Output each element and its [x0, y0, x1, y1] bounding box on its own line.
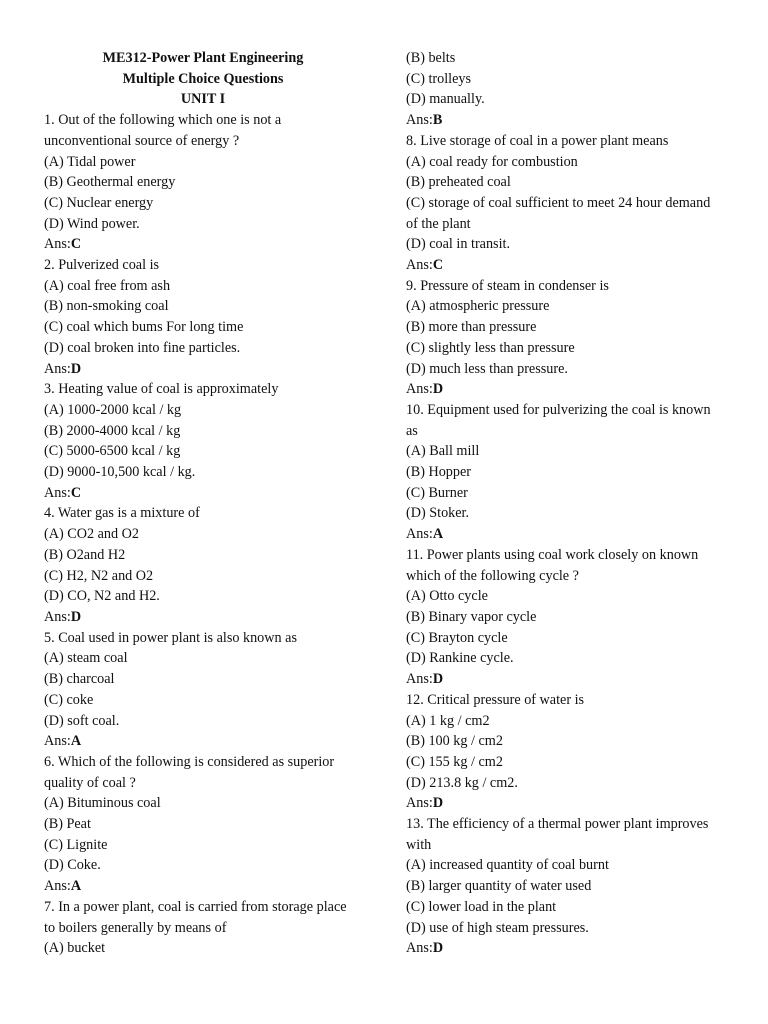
answer-line [44, 359, 362, 380]
right-question-list [406, 48, 728, 959]
answer-value: C [432, 257, 444, 274]
option-text: (D) much less than pressure. [406, 360, 568, 377]
answer-label: Ans: [44, 360, 71, 377]
answer-label: Ans: [406, 381, 433, 398]
unit-heading: UNIT I [180, 91, 226, 108]
option-text: (A) CO2 and O2 [44, 526, 139, 543]
question-text: 8. Live storage of coal in a power plant means [406, 132, 669, 149]
answer-label: Ans: [44, 733, 71, 750]
answer-line [44, 234, 362, 255]
question-text: quality of coal ? [44, 774, 136, 791]
question-text: 7. In a power plant, coal is carried from storage place [44, 898, 347, 915]
question-text: 3. Heating value of coal is approximately [44, 381, 279, 398]
question-text: as [406, 422, 418, 439]
option-text: (B) preheated coal [406, 174, 511, 191]
option-text: (C) Lignite [44, 836, 108, 853]
answer-line [406, 669, 728, 690]
option-text: (B) non-smoking coal [44, 298, 169, 315]
answer-value: A [432, 526, 444, 543]
option-text: (A) Bituminous coal [44, 795, 161, 812]
answer-line [406, 524, 728, 545]
answer-label: Ans: [44, 236, 71, 253]
document-subtitle: Multiple Choice Questions [122, 70, 284, 87]
answer-value: D [432, 381, 444, 398]
answer-label: Ans: [406, 112, 433, 129]
question-text: 13. The efficiency of a thermal power plant improves [406, 816, 709, 833]
answer-line [44, 607, 362, 628]
answer-label: Ans: [44, 608, 71, 625]
option-text: (B) Binary vapor cycle [406, 608, 537, 625]
option-text: (A) 1000-2000 kcal / kg [44, 401, 182, 418]
option-text: (B) 100 kg / cm2 [406, 733, 503, 750]
answer-value: D [70, 360, 82, 377]
option-text: (C) storage of coal sufficient to meet 24 hour demand [406, 194, 711, 211]
question-text: 1. Out of the following which one is not a [44, 112, 282, 129]
option-text: (C) 155 kg / cm2 [406, 753, 503, 770]
left-column [44, 48, 362, 959]
option-text: (B) Hopper [406, 464, 472, 481]
answer-value: B [432, 112, 443, 129]
option-text: (A) Tidal power [44, 153, 136, 170]
option-text: (D) use of high steam pressures. [406, 919, 589, 936]
option-text: (C) Burner [406, 484, 468, 501]
question-text: with [406, 836, 432, 853]
answer-label: Ans: [44, 484, 71, 501]
option-text: (A) bucket [44, 940, 106, 957]
option-text: (A) increased quantity of coal burnt [406, 857, 609, 874]
answer-line [406, 379, 728, 400]
question-text: 9. Pressure of steam in condenser is [406, 277, 609, 294]
left-question-list [44, 110, 362, 959]
answer-label: Ans: [406, 257, 433, 274]
answer-line [406, 255, 728, 276]
option-text: (D) Rankine cycle. [406, 650, 514, 667]
option-text: (C) slightly less than pressure [406, 339, 575, 356]
option-text: (D) Wind power. [44, 215, 140, 232]
option-text: (A) coal ready for combustion [406, 153, 578, 170]
option-text: of the plant [406, 215, 471, 232]
option-text: (C) 5000-6500 kcal / kg [44, 443, 181, 460]
option-text: (A) steam coal [44, 650, 128, 667]
option-text: (B) belts [406, 50, 456, 66]
answer-label: Ans: [44, 878, 71, 895]
option-text: (D) Stoker. [406, 505, 470, 522]
answer-label: Ans: [406, 526, 433, 543]
option-text: (A) Otto cycle [406, 588, 488, 605]
course-title: ME312-Power Plant Engineering [102, 50, 304, 66]
answer-value: D [432, 671, 444, 688]
answer-value: D [70, 608, 82, 625]
question-text: which of the following cycle ? [406, 567, 579, 584]
option-text: (A) coal free from ash [44, 277, 171, 294]
question-text: unconventional source of energy ? [44, 132, 240, 149]
option-text: (C) Nuclear energy [44, 194, 154, 211]
option-text: (C) H2, N2 and O2 [44, 567, 154, 584]
question-text: 5. Coal used in power plant is also known as [44, 629, 297, 646]
answer-label: Ans: [406, 671, 433, 688]
answer-line [406, 793, 728, 814]
answer-value: C [70, 484, 82, 501]
option-text: (B) 2000-4000 kcal / kg [44, 422, 181, 439]
option-text: (D) 213.8 kg / cm2. [406, 774, 518, 791]
option-text: (B) Geothermal energy [44, 174, 176, 191]
question-text: 11. Power plants using coal work closely on known [406, 546, 699, 563]
option-text: (B) O2and H2 [44, 546, 126, 563]
answer-line [44, 876, 362, 897]
option-text: (C) Brayton cycle [406, 629, 508, 646]
option-text: (C) coal which bums For long time [44, 319, 244, 336]
answer-line [44, 731, 362, 752]
option-text: (D) soft coal. [44, 712, 120, 729]
answer-value: C [70, 236, 82, 253]
answer-line [406, 938, 728, 959]
answer-value: D [432, 940, 444, 957]
answer-value: D [432, 795, 444, 812]
option-text: (D) coal broken into fine particles. [44, 339, 241, 356]
question-text: 6. Which of the following is considered as superior [44, 753, 335, 770]
answer-line [406, 110, 728, 131]
question-text: 2. Pulverized coal is [44, 257, 160, 274]
answer-line [44, 483, 362, 504]
option-text: (B) charcoal [44, 671, 115, 688]
option-text: (A) atmospheric pressure [406, 298, 550, 315]
option-text: (B) larger quantity of water used [406, 878, 592, 895]
answer-value: A [70, 878, 82, 895]
option-text: (D) manually. [406, 91, 485, 108]
option-text: (D) Coke. [44, 857, 101, 874]
answer-label: Ans: [406, 940, 433, 957]
option-text: (C) coke [44, 691, 94, 708]
option-text: (C) trolleys [406, 70, 472, 87]
option-text: (C) lower load in the plant [406, 898, 557, 915]
right-column [406, 48, 728, 959]
option-text: (B) Peat [44, 816, 91, 833]
question-text: 12. Critical pressure of water is [406, 691, 585, 708]
option-text: (D) 9000-10,500 kcal / kg. [44, 464, 196, 481]
option-text: (D) CO, N2 and H2. [44, 588, 160, 605]
option-text: (A) Ball mill [406, 443, 480, 460]
answer-label: Ans: [406, 795, 433, 812]
option-text: (B) more than pressure [406, 319, 537, 336]
question-text: 10. Equipment used for pulverizing the coal is known [406, 401, 711, 418]
question-text: to boilers generally by means of [44, 919, 227, 936]
option-text: (D) coal in transit. [406, 236, 511, 253]
answer-value: A [70, 733, 82, 750]
option-text: (A) 1 kg / cm2 [406, 712, 490, 729]
question-text: 4. Water gas is a mixture of [44, 505, 200, 522]
